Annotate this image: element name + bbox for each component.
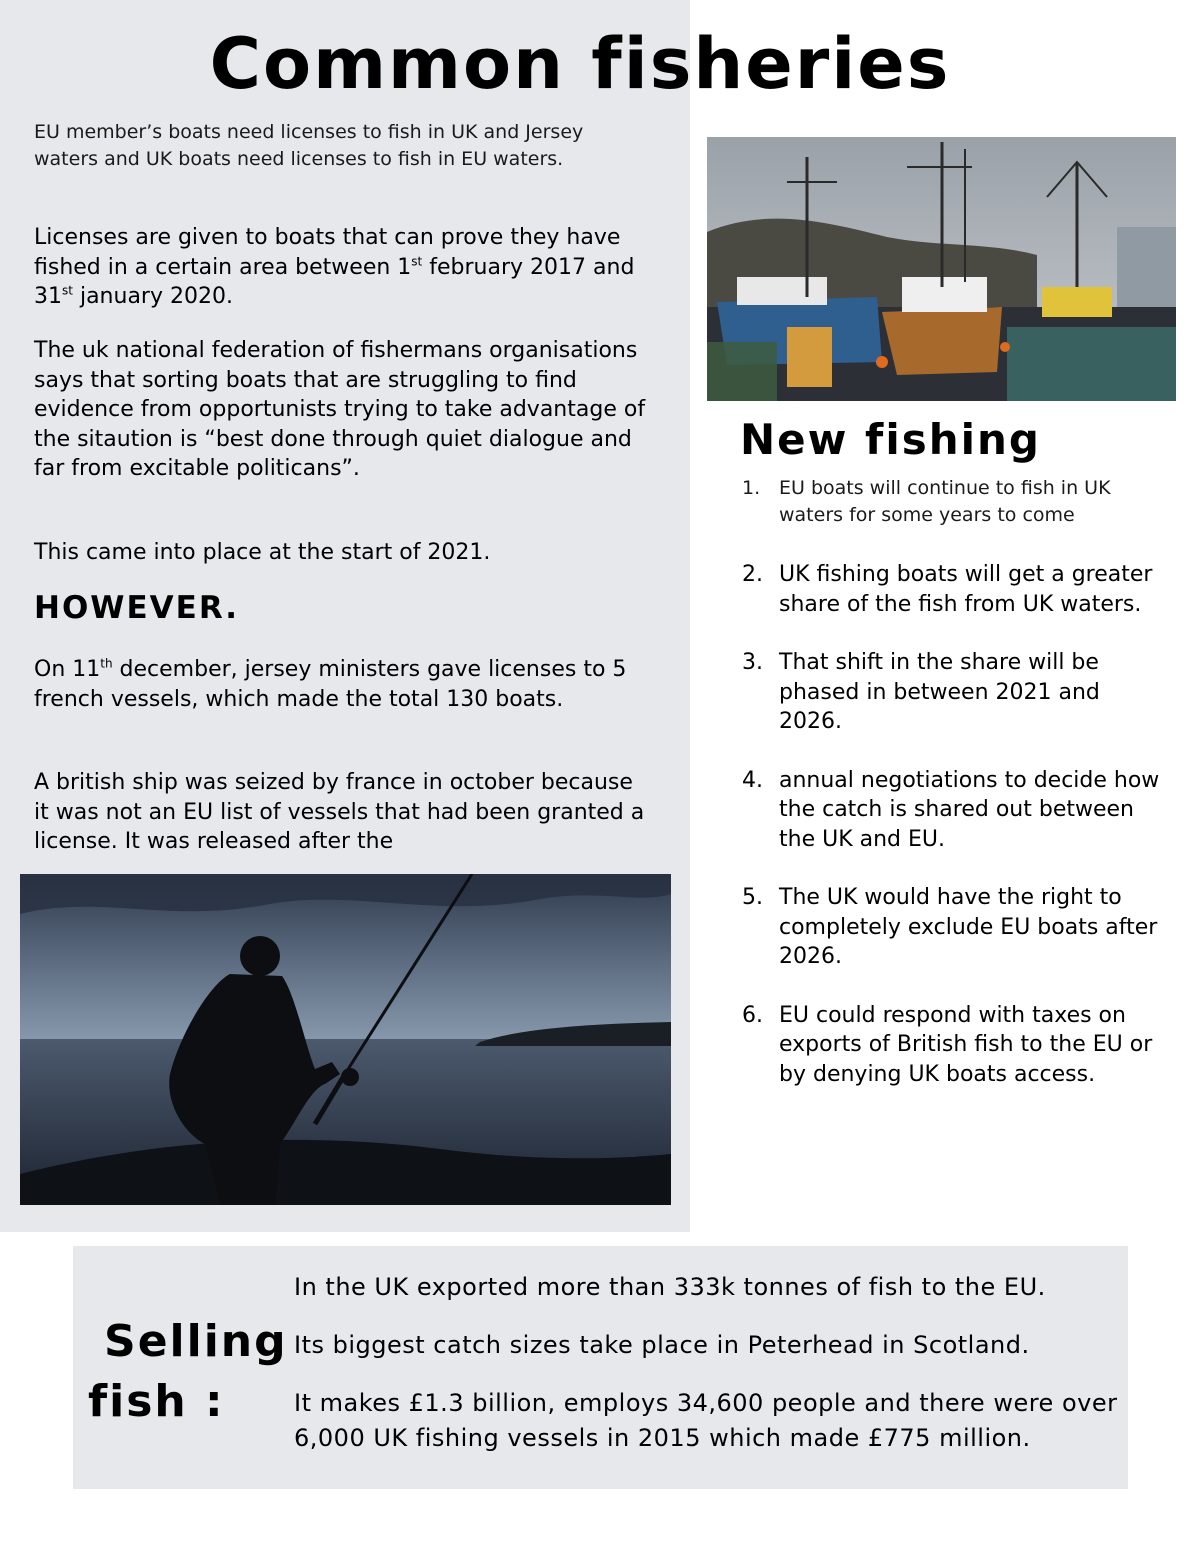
intro-paragraph: EU member’s boats need licenses to fish in UK and Jersey waters and UK boats need licenses to fish in EU waters. xyxy=(34,121,584,170)
new-fishing-heading: New fishing xyxy=(740,415,1041,464)
list-item-text: The UK would have the right to completely exclude EU boats after 2026. xyxy=(779,885,1158,969)
list-item-number: 6. xyxy=(742,1002,763,1028)
list-item xyxy=(742,648,1162,737)
list-item-text: That shift in the share will be phased in between 2021 and 2026. xyxy=(779,650,1100,734)
selling-fact-value: It makes £1.3 billion, employs 34,600 people and there were over 6,000 UK fishing vessels in 2015 which made £775 million. xyxy=(294,1389,1118,1452)
selling-fact-peterhead: Its biggest catch sizes take place in Peterhead in Scotland. xyxy=(294,1331,1030,1359)
list-item-number: 5. xyxy=(742,885,763,910)
list-item xyxy=(742,560,1162,619)
selling-heading-line-1: Selling xyxy=(104,1316,288,1367)
list-item xyxy=(742,475,1162,529)
however-heading: HOWEVER. xyxy=(34,590,240,626)
licenses-paragraph: Licenses are given to boats that can prove they have fished in a certain area between 1st february 2017 and 31st january 2020. xyxy=(34,225,635,309)
list-item-number: 4. xyxy=(742,767,763,793)
list-item-text: EU boats will continue to fish in UK waters for some years to come xyxy=(779,477,1111,526)
start-date-paragraph: This came into place at the start of 2021. xyxy=(34,540,491,565)
selling-fish-heading xyxy=(88,1312,298,1432)
list-item-text: UK fishing boats will get a greater share of the fish from UK waters. xyxy=(779,562,1153,617)
list-item-number: 1. xyxy=(742,477,761,499)
selling-heading-line-2: fish : xyxy=(88,1376,225,1427)
list-item-text: annual negotiations to decide how the catch is shared out between the UK and EU. xyxy=(779,767,1160,852)
fishing-boats-photo xyxy=(707,137,1176,401)
list-item-number: 2. xyxy=(742,562,763,587)
december-paragraph: On 11th december, jersey ministers gave licenses to 5 french vessels, which made the total 130 boats. xyxy=(34,656,627,712)
selling-fact-exports: In the UK exported more than 333k tonnes of fish to the EU. xyxy=(294,1273,1046,1301)
list-item xyxy=(742,883,1162,972)
new-fishing-list xyxy=(742,475,1162,1089)
page-title: Common fisheries xyxy=(209,23,951,105)
list-item-text: EU could respond with taxes on exports of British fish to the EU or by denying UK boats access. xyxy=(779,1002,1153,1087)
fisherman-silhouette-photo xyxy=(20,874,671,1205)
seized-paragraph: A british ship was seized by france in october because it was not an EU list of vessels that had been granted a license. It was released after the xyxy=(34,770,645,854)
list-item xyxy=(742,766,1162,855)
federation-paragraph: The uk national federation of fishermans organisations says that sorting boats that are struggling to find evidence from opportunists trying to take advantage of the sitaution is “best done through quiet dialogue and far from excitable politicans”. xyxy=(34,338,646,481)
list-item xyxy=(742,1001,1162,1090)
list-item-number: 3. xyxy=(742,650,763,675)
